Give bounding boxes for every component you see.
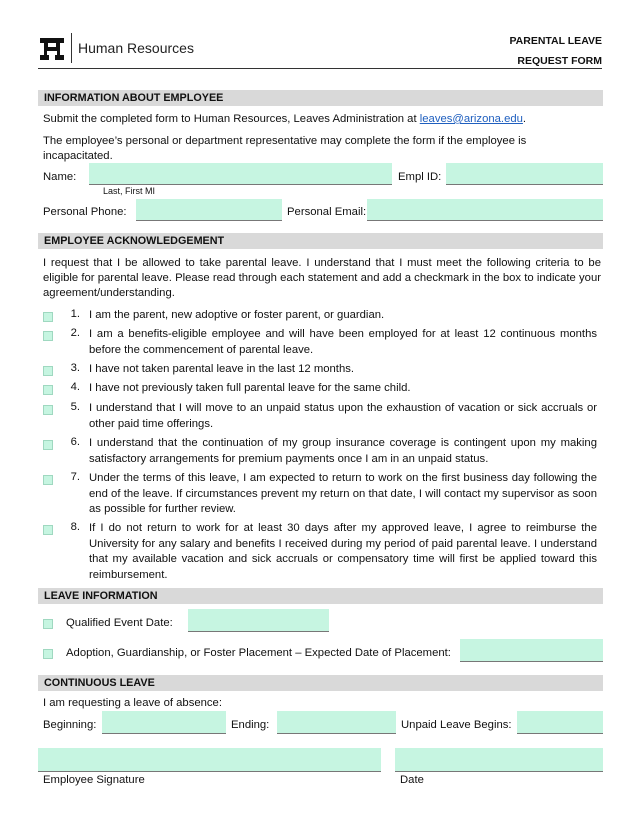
- submit-instructions: [43, 112, 603, 127]
- employee-signature-field[interactable]: [38, 748, 381, 772]
- employee-signature-label: Employee Signature: [43, 774, 145, 786]
- form-title: [509, 31, 602, 71]
- unpaid-leave-label: Unpaid Leave Begins:: [401, 719, 512, 731]
- qualified-event-checkbox[interactable]: [43, 619, 53, 629]
- section-header-acknowledgement: EMPLOYEE ACKNOWLEDGEMENT: [38, 233, 603, 249]
- beginning-date-field[interactable]: [102, 711, 226, 734]
- criteria-checkbox-5[interactable]: [43, 405, 53, 415]
- criteria-text: I understand that I will move to an unpaid status upon the exhaustion of vacation or sick accruals or other paid time offerings.: [89, 402, 597, 430]
- criteria-number: 6.: [70, 436, 80, 448]
- criteria-text: If I do not return to work for at least 30 days after my approved leave, I agree to reimburse the University for any salary and benefits I received during my period of paid parental leave. I understand that my available vacation and sick accruals or compensatory time will first be applied toward this reimbursement.: [89, 522, 597, 581]
- criteria-number: 7.: [70, 471, 80, 483]
- criteria-number: 5.: [70, 401, 80, 413]
- signature-date-field[interactable]: [395, 748, 603, 772]
- name-field[interactable]: [89, 163, 392, 185]
- placement-date-field[interactable]: [460, 639, 603, 662]
- personal-phone-field[interactable]: [136, 199, 282, 221]
- email-link[interactable]: leaves@arizona.edu: [419, 113, 523, 125]
- criteria-number: 1.: [70, 308, 80, 320]
- criteria-text: I am the parent, new adoptive or foster parent, or guardian.: [89, 309, 385, 321]
- name-label: Name:: [43, 171, 77, 183]
- acknowledgement-intro: I request that I be allowed to take parental leave. I understand that I must meet the following criteria to be eligible for parental leave. Please read through each statement and add a checkmark in the box to indicate your agreement/understanding.: [43, 257, 601, 299]
- empl-id-field[interactable]: [446, 163, 603, 185]
- criteria-text: Under the terms of this leave, I am expected to return to work on the first business day following the end of the leave. If circumstances prevent my return on that date, I will contact my supervisor as soon as possible for further review.: [89, 472, 597, 515]
- criteria-checkbox-2[interactable]: [43, 331, 53, 341]
- signature-date-label: Date: [400, 774, 424, 786]
- section-header-continuous-leave: CONTINUOUS LEAVE: [38, 675, 603, 691]
- personal-phone-label: Personal Phone:: [43, 206, 127, 218]
- criteria-checkbox-3[interactable]: [43, 366, 53, 376]
- criteria-text: I have not taken parental leave in the last 12 months.: [89, 363, 355, 375]
- qualified-event-date-field[interactable]: [188, 609, 329, 632]
- form-title-line1: PARENTAL LEAVE: [509, 35, 602, 47]
- submit-text: Submit the completed form to Human Resources, Leaves Administration at: [43, 113, 420, 125]
- name-hint: Last, First MI: [103, 186, 156, 196]
- criteria-text: I understand that the continuation of my group insurance coverage is contingent upon my making satisfactory arrangements for premium payments once I am in an unpaid status.: [89, 437, 597, 465]
- criteria-checkbox-6[interactable]: [43, 440, 53, 450]
- department-name: Human Resources: [78, 40, 194, 56]
- criteria-text: I am a benefits-eligible employee and will have been employed for at least 12 continuous months before the commencement of parental leave.: [89, 328, 597, 356]
- unpaid-leave-date-field[interactable]: [517, 711, 603, 734]
- form-title-line2: REQUEST FORM: [517, 55, 602, 67]
- personal-email-label: Personal Email:: [287, 206, 367, 218]
- logo-divider: [71, 33, 72, 63]
- criteria-number: 3.: [70, 362, 80, 374]
- criteria-text: I have not previously taken full parental leave for the same child.: [89, 382, 411, 394]
- section-header-employee-info: INFORMATION ABOUT EMPLOYEE: [38, 90, 603, 106]
- criteria-number: 4.: [70, 381, 80, 393]
- criteria-number: 2.: [70, 327, 80, 339]
- empl-id-label: Empl ID:: [398, 171, 442, 183]
- criteria-number: 8.: [70, 521, 80, 533]
- beginning-label: Beginning:: [43, 719, 97, 731]
- representative-note: The employee’s personal or department representative may complete the form if the employee is incapacitated.: [43, 135, 527, 162]
- criteria-checkbox-1[interactable]: [43, 312, 53, 322]
- leave-request-text: I am requesting a leave of absence:: [43, 697, 222, 709]
- adoption-placement-label: Adoption, Guardianship, or Foster Placement – Expected Date of Placement:: [66, 647, 451, 659]
- criteria-checkbox-7[interactable]: [43, 475, 53, 485]
- criteria-checkbox-4[interactable]: [43, 385, 53, 395]
- criteria-checkbox-8[interactable]: [43, 525, 53, 535]
- section-header-leave-info: LEAVE INFORMATION: [38, 588, 603, 604]
- qualified-event-label: Qualified Event Date:: [66, 617, 173, 629]
- university-logo: [38, 36, 66, 62]
- header-divider: [38, 68, 602, 69]
- personal-email-field[interactable]: [367, 199, 603, 221]
- submit-end: .: [522, 113, 527, 125]
- ending-label: Ending:: [231, 719, 270, 731]
- adoption-placement-checkbox[interactable]: [43, 649, 53, 659]
- ending-date-field[interactable]: [277, 711, 396, 734]
